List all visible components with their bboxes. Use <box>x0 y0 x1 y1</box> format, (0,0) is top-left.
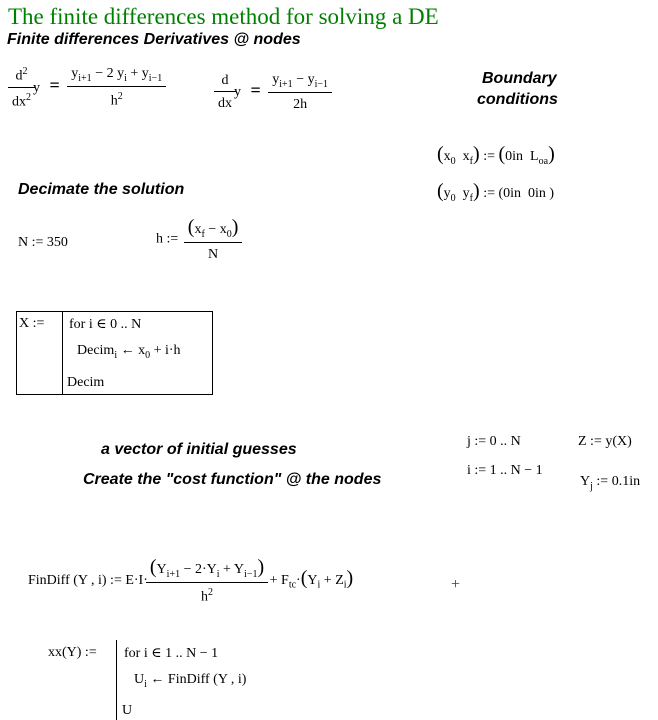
second-derivative-fraction: $\frac{y_{i+1} - 2 y_i + y_{i-1}}{h^2}$ <box>69 66 164 109</box>
xx-program-line2: $U_i$ ← FinDiff (Y , i) <box>134 672 247 690</box>
boundary-heading-line2: conditions <box>477 91 558 108</box>
xx-program-line3: U <box>122 703 133 718</box>
xx-program-lhs: xx(Y) := <box>48 645 97 660</box>
x-program-lhs: X := <box>19 316 45 331</box>
insertion-cursor-marker[interactable]: + <box>451 576 461 593</box>
h-definition: h := $\frac{(x_f - x_0)}{N}$ <box>156 216 240 263</box>
boundary-heading-line1: Boundary <box>482 70 557 87</box>
cost-heading: Create the "cost function" @ the nodes <box>83 471 382 488</box>
vector-heading: a vector of initial guesses <box>101 441 297 458</box>
j-definition: j := 0 .. N <box>467 434 521 449</box>
first-derivative-fraction: $\frac{y_{i+1} - y_{i-1}}{2h}$ <box>270 72 330 113</box>
boundary-x: ($x_0$ $x_f$) := (0in $L_{oa}$) <box>437 143 555 167</box>
x-program-line3: Decim <box>67 375 105 390</box>
xx-program-bar <box>116 640 117 720</box>
xx-program-line1: for i ∈ 1 .. N − 1 <box>124 646 219 661</box>
page-title: The finite differences method for solving a DE <box>8 4 439 29</box>
i-definition: i := 1 .. N − 1 <box>467 463 543 478</box>
findiff-definition: FinDiff (Y , i) := E·I· $\frac{(Y_{i+1} - 2\cdot Y_i + Y_{i-1})}{h^2}$ + $F_{tc}\cdot(Y_i + Z_i)$ <box>28 556 354 605</box>
second-derivative-formula: $\frac{d^2}{dx^2}$ y = $\frac{y_{i+1} - 2 y_i + y_{i-1}}{h^2}$ <box>10 66 164 110</box>
x-program-line2: Decim$_i$ ← $x_0 + i\cdot h$ <box>77 343 181 361</box>
boundary-y: ($y_0$ $y_f$) := (0in 0in ) <box>437 180 555 204</box>
first-derivative-formula: $\frac{d}{dx}$ y = $\frac{y_{i+1} - y_{i-1}}{2h}$ <box>216 72 330 113</box>
x-program-line1: for i ∈ 0 .. N <box>69 317 142 332</box>
z-definition: Z := y(X) <box>578 434 632 449</box>
y-definition: $Y_j$ := 0.1in <box>580 474 641 492</box>
x-program-block <box>16 311 213 395</box>
n-definition: N := 350 <box>18 235 68 250</box>
decimate-heading: Decimate the solution <box>18 181 185 198</box>
subtitle: Finite differences Derivatives @ nodes <box>7 31 301 48</box>
